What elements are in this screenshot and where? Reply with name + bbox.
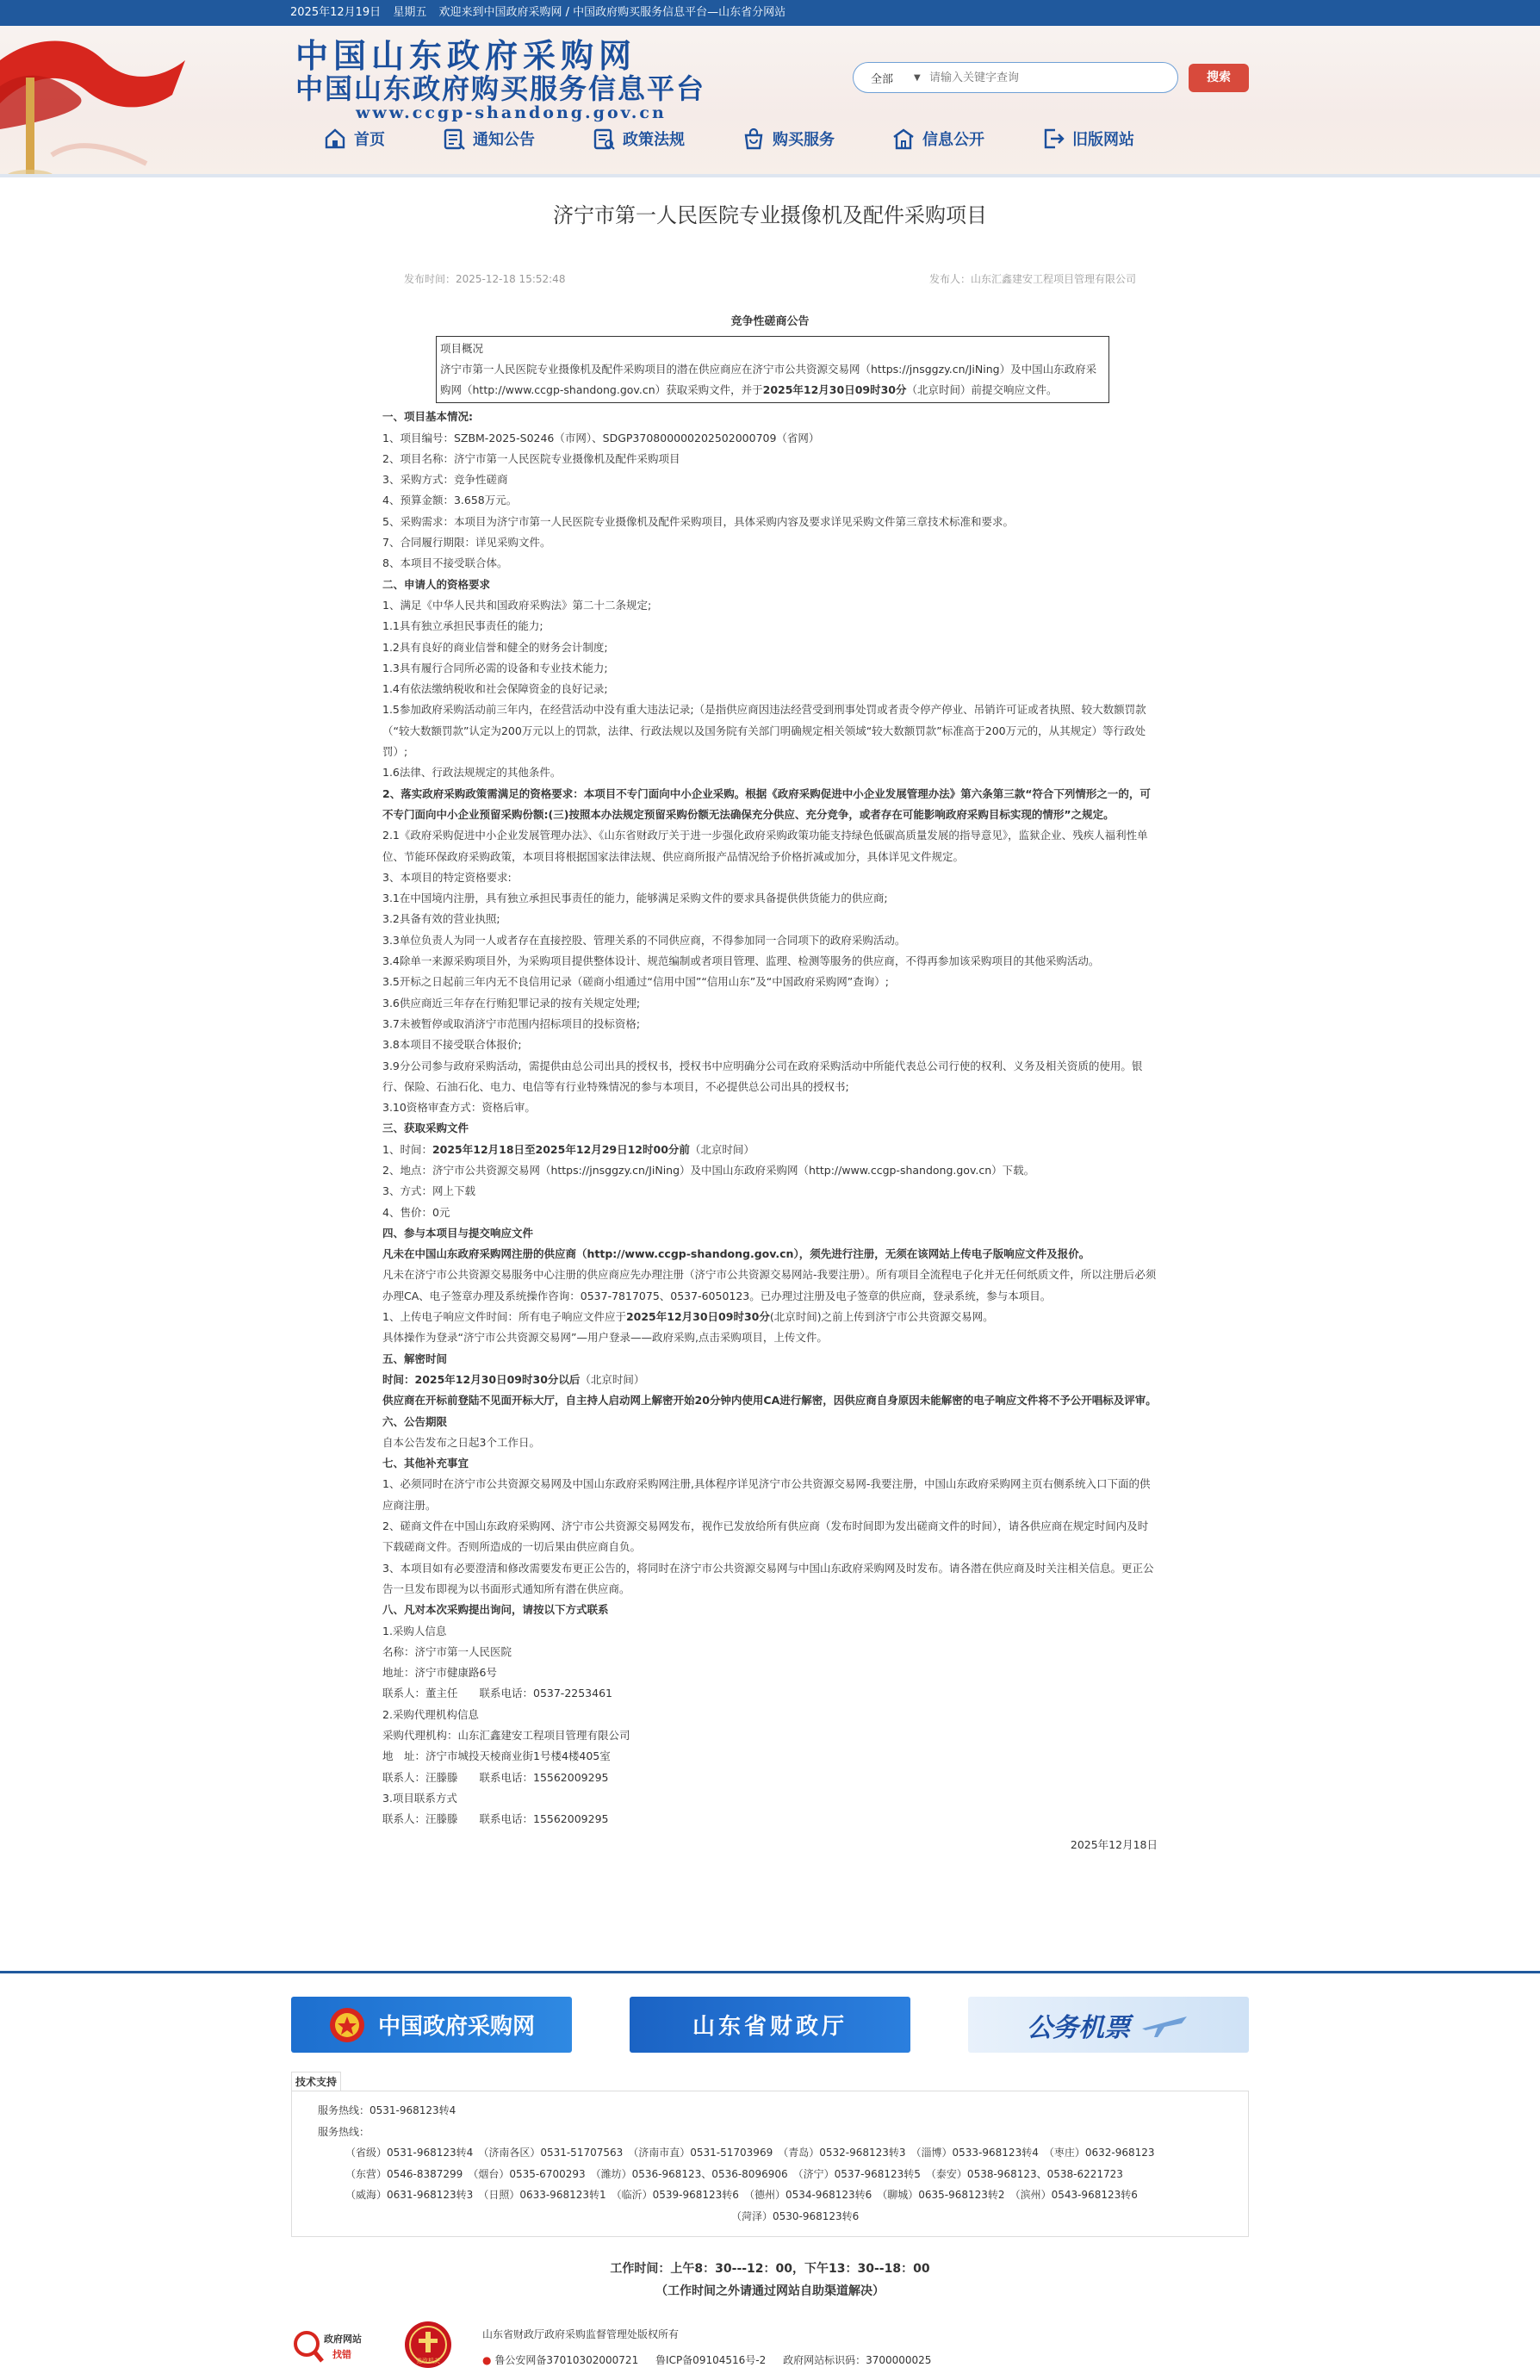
nav-policy[interactable] xyxy=(592,127,685,151)
house-icon xyxy=(891,127,916,151)
article-line-text: 时间： xyxy=(382,1372,415,1386)
article-line-text: 3、本项目如有必要澄清和修改需要发布更正公告的，将同时在济宁市公共资源交易网与中国山东政府采购网及时发布。请各潜在供应商及时关注相关信息。更正公告一旦发布即视为以书面形式通知所有潜在供应商。 xyxy=(382,1561,1154,1595)
article-line-bold: 2025年12月30日09时30分 xyxy=(625,1310,770,1324)
article-line xyxy=(382,1097,1158,1118)
article-line xyxy=(382,1327,1158,1348)
footer-records xyxy=(482,2347,931,2373)
svg-text:党政机关: 党政机关 xyxy=(416,2357,440,2364)
gov-error-badge[interactable] xyxy=(291,2325,377,2368)
article-line-text: 地址：济宁市健康路6号 xyxy=(382,1666,497,1680)
article-line xyxy=(382,1662,1158,1683)
article-line xyxy=(382,637,1158,658)
nav-notice-label: 通知公告 xyxy=(473,131,535,149)
article-line-text: 名称：济宁市第一人民医院 xyxy=(382,1644,512,1658)
nav-home-label: 首页 xyxy=(354,131,385,149)
article-line xyxy=(382,407,1158,427)
article-line-text: 1.5参加政府采购活动前三年内，在经营活动中没有重大违法记录;（是指供应商因违法经营受到刑事处罚或者责令停产停业、吊销许可证或者执照、较大数额罚款（“较大数额罚款”认定为200万元以上的罚款，法律、行政法规以及国务院有关部门明确规定相关领域“较大数额罚款”标准高于200万元的，从其规定）等行政处罚）; xyxy=(382,703,1146,759)
article-line xyxy=(382,1390,1158,1411)
article-line xyxy=(382,1202,1158,1223)
footer-info xyxy=(482,2321,931,2373)
red-flag-decoration xyxy=(0,26,284,174)
article-line-text: 1、必须同时在济宁市公共资源交易网及中国山东政府采购网注册,具体程序详见济宁市公共资源交易网-我要注册，中国山东政府采购网主页右侧系统入口下面的供应商注册。 xyxy=(382,1477,1151,1512)
article-line-text: 1、满足《中华人民共和国政府采购法》第二十二条规定; xyxy=(382,598,652,612)
article-content xyxy=(382,312,1158,1856)
article-line xyxy=(382,784,1158,826)
article-line-bold: 2025年12月30日09时30分以后 xyxy=(414,1372,581,1386)
article-line-text: 二、申请人的资格要求 xyxy=(382,577,491,591)
logo-line2: 中国山东政府购买服务信息平台 xyxy=(295,72,706,105)
gov-error-icon xyxy=(291,2325,377,2368)
article-line xyxy=(382,1705,1158,1725)
article-line xyxy=(382,762,1158,783)
top-welcome: 欢迎来到中国政府采购网 / 中国政府购买服务信息平台—山东省分网站 xyxy=(438,6,786,19)
party-gov-badge[interactable] xyxy=(403,2320,453,2370)
search-box xyxy=(853,62,1178,93)
article-line xyxy=(382,1160,1158,1181)
article-body xyxy=(382,407,1158,1830)
nav-info-label: 信息公开 xyxy=(922,131,984,149)
article-line xyxy=(382,469,1158,490)
article-line-text: 凡未在中国山东政府采购网注册的供应商（http://www.ccgp-shandong.gov.cn），须先进行注册，无须在该网站上传电子版响应文件及报价。 xyxy=(382,1247,1090,1261)
tech-support xyxy=(291,2072,1249,2237)
article-line xyxy=(382,1118,1158,1139)
publish-time: 发布时间：2025-12-18 15:52:48 xyxy=(404,273,566,285)
article-line xyxy=(382,512,1158,532)
article-line-text: 四、参与本项目与提交响应文件 xyxy=(382,1226,534,1240)
banner-finance[interactable] xyxy=(630,1997,910,2053)
article-line-tail: （北京时间） xyxy=(689,1142,754,1156)
article-line-text: 1、上传电子响应文件时间：所有电子响应文件应于 xyxy=(382,1310,626,1324)
article-line xyxy=(382,679,1158,699)
article-line xyxy=(382,1370,1158,1390)
work-time xyxy=(0,2258,1540,2302)
article-heading: 竞争性磋商公告 xyxy=(730,315,810,328)
article-line xyxy=(382,616,1158,637)
article-line-text: 3、方式：网上下载 xyxy=(382,1184,475,1198)
article-line-text: 7、合同履行期限：详见采购文件。 xyxy=(382,536,551,550)
article-line xyxy=(382,1014,1158,1035)
nav-old-site-label: 旧版网站 xyxy=(1072,131,1134,149)
article-line-text: 4、售价：0元 xyxy=(382,1205,450,1219)
page-title: 济宁市第一人民医院专业摄像机及配件采购项目 xyxy=(553,203,987,227)
article-line-text: 1.6法律、行政法规规定的其他条件。 xyxy=(382,766,562,780)
article-line-bold: 2025年12月18日至2025年12月29日12时00分前 xyxy=(432,1142,690,1156)
article-line xyxy=(382,1768,1158,1788)
article-line-text: 五、解密时间 xyxy=(382,1352,448,1365)
article-line xyxy=(382,1265,1158,1307)
article-line-tail: (北京时间)之前上传到济宁市公共资源交易网。 xyxy=(769,1310,994,1324)
article-line xyxy=(382,428,1158,449)
party-gov-icon xyxy=(403,2320,453,2370)
article-line-text: 1、时间： xyxy=(382,1142,432,1156)
hotline-box xyxy=(291,2091,1249,2237)
banner-air-ticket[interactable] xyxy=(968,1997,1249,2053)
svg-text:找错: 找错 xyxy=(332,2348,351,2360)
article-line xyxy=(382,867,1158,888)
article-line xyxy=(382,1621,1158,1642)
article-line-text: 3.3单位负责人为同一人或者存在直接控股、管理关系的不同供应商，不得参加同一合同项下的政府采购活动。 xyxy=(382,933,906,947)
icp-record[interactable]: 鲁ICP备09104516号-2 xyxy=(655,2353,767,2366)
article-line-text: 3.1在中国境内注册，具有独立承担民事责任的能力，能够满足采购文件的要求具备提供供货能力的供应商; xyxy=(382,892,888,905)
article-line-text: 1.3具有履行合同所必需的设备和专业技术能力; xyxy=(382,661,608,674)
article-line-text: 1.1具有独立承担民事责任的能力; xyxy=(382,619,543,633)
article-line-text: 2、项目名称：济宁市第一人民医院专业摄像机及配件采购项目 xyxy=(382,451,680,465)
exit-icon xyxy=(1041,127,1065,151)
article-line-text: 凡未在济宁市公共资源交易服务中心注册的供应商应先办理注册（济宁市公共资源交易网站-我要注册）。所有项目全流程电子化并无任何纸质文件，所以注册后必须办理CA、电子签章办理及系统操作咨询：0537-7817075、0537-6050123。已办理过注册及电子签章的供应商，登录系统，参与本项目。 xyxy=(382,1268,1157,1302)
article-line-text: 2.1《政府采购促进中小企业发展管理办法》、《山东省财政厅关于进一步强化政府采购政策功能支持绿色低碳高质量发展的指导意见》，监狱企业、残疾人福利性单位、节能环保政府采购政策，本项目将根据国家法律法规、供应商所报产品情况给予价格折减或加分，具体详见文件规定。 xyxy=(382,829,1148,863)
article-line-text: 联系人：汪滕滕 联系电话：15562009295 xyxy=(382,1812,609,1826)
article-line xyxy=(382,1788,1158,1809)
police-record[interactable]: 鲁公安网备37010302000721 xyxy=(494,2353,639,2366)
article-line xyxy=(382,888,1158,909)
article-line xyxy=(382,1453,1158,1474)
work-time-main: 工作时间：上午8：30---12：00，下午13：30--18：00 xyxy=(610,2261,930,2276)
article-line-text: 8、本项目不接受联合体。 xyxy=(382,556,508,570)
hotline-label: 服务热线： xyxy=(318,2125,370,2138)
article-line-text: 一、项目基本情况: xyxy=(382,410,473,424)
article-line xyxy=(382,1642,1158,1662)
bag-icon xyxy=(742,127,766,151)
article-line xyxy=(382,1809,1158,1830)
article-line xyxy=(382,930,1158,951)
article-line xyxy=(382,595,1158,616)
notice-icon xyxy=(442,127,466,151)
article-line xyxy=(382,1223,1158,1244)
header-divider xyxy=(0,174,1540,177)
nav-info[interactable] xyxy=(891,127,984,151)
footer-bottom xyxy=(291,2316,1249,2377)
article-line xyxy=(382,1056,1158,1098)
article-line xyxy=(382,1412,1158,1432)
article-line-text: 3.6供应商近三年存在行贿犯罪记录的按有关规定处理; xyxy=(382,996,641,1010)
site-logo[interactable] xyxy=(295,38,705,122)
article-line xyxy=(382,993,1158,1014)
article-line-text: 3.项目联系方式 xyxy=(382,1791,457,1805)
article-line-text: 2、落实政府采购政策需满足的资格要求： xyxy=(382,786,584,800)
policy-icon xyxy=(592,127,616,151)
logo-url: www.ccgp-shandong.gov.cn xyxy=(356,103,667,122)
banner-ccgp-label: 中国政府采购网 xyxy=(377,2014,535,2040)
article-line-text: 2、地点：济宁市公共资源交易网（https://jnsggzy.cn/JiNing）及中国山东政府采购网（http://www.ccgp-shandong.gov.cn）下载。 xyxy=(382,1163,1035,1177)
article-line-text: 三、获取采购文件 xyxy=(382,1122,469,1135)
hotline-row: （东营）0546-8387299 （烟台）0535-6700293 （潍坊）0536-968123、0536-8096906 （济宁）0537-968123转5 （泰安）0538-968123、0538-6221723 xyxy=(345,2167,1123,2180)
article-line xyxy=(382,1307,1158,1327)
search-scope-label: 全部 xyxy=(871,72,894,86)
hotline-row: （威海）0631-968123转3 （日照）0633-968123转1 （临沂）0539-968123转6 （德州）0534-968123转6 （聊城）0635-968123转2 （滨州）0543-968123转6 xyxy=(345,2189,1138,2202)
overview-deadline: 2025年12月30日09时30分 xyxy=(762,383,907,397)
article-line xyxy=(382,1244,1158,1265)
nav-home[interactable] xyxy=(323,127,385,151)
article-line-text: 3.2具备有效的营业执照; xyxy=(382,912,500,926)
article-line-text: 联系人：董主任 联系电话：0537-2253461 xyxy=(382,1687,612,1700)
footer-banners xyxy=(291,1997,1249,2053)
nav-old-site[interactable] xyxy=(1041,127,1134,151)
article-line-text: 1.采购人信息 xyxy=(382,1624,447,1637)
hotline-row: （省级）0531-968123转4 （济南各区）0531-51707563 （济南市直）0531-51703969 （青岛）0532-968123转3 （淄博）0533-968123转4 （枣庄）0632-968123 xyxy=(345,2147,1155,2159)
site-id: 政府网站标识码：3700000025 xyxy=(783,2353,932,2366)
article-line-text: 4、预算金额：3.658万元。 xyxy=(382,494,518,507)
article-line xyxy=(382,553,1158,574)
article-line-text: 3、本项目的特定资格要求: xyxy=(382,870,512,884)
chevron-down-icon: ▼ xyxy=(914,72,921,83)
article-line-text: 2、磋商文件在中国山东政府采购网、济宁市公共资源交易网发布，视作已发放给所有供应商（发布时间即为发出磋商文件的时间），请各供应商在规定时间内及时下载磋商文件。否则所造成的一切后果由供应商自负。 xyxy=(382,1519,1149,1554)
site-header xyxy=(0,26,1540,174)
work-time-note: （工作时间之外请通过网站自助渠道解决） xyxy=(655,2284,885,2298)
overview-text-main: 济宁市第一人民医院专业摄像机及配件采购项目的潜在供应商应在济宁市公共资源交易网（https://jnsggzy.cn/JiNing）及中国山东政府采购网（http://www.ccgp-shandong.gov.cn）获取采购文件，并于 xyxy=(440,363,1097,397)
publisher: 发布人：山东汇鑫建安工程项目管理有限公司 xyxy=(928,273,1136,285)
search-button[interactable]: 搜索 xyxy=(1189,64,1249,92)
article-line xyxy=(382,909,1158,929)
article-line xyxy=(382,1683,1158,1704)
article-line-text: 2.采购代理机构信息 xyxy=(382,1707,479,1721)
search-scope-select[interactable] xyxy=(854,70,929,86)
article-line-text: 采购代理机构：山东汇鑫建安工程项目管理有限公司 xyxy=(382,1729,630,1742)
article-line xyxy=(382,825,1158,867)
hotline-row: （菏泽）0530-968123转6 xyxy=(731,2209,860,2222)
article-line xyxy=(382,1474,1158,1516)
article-line-text: 八、凡对本次采购提出询问，请按以下方式联系 xyxy=(382,1603,609,1617)
footer-line xyxy=(0,1971,1540,1973)
nav-service[interactable] xyxy=(742,127,835,151)
home-icon xyxy=(323,127,347,151)
article-line xyxy=(382,1140,1158,1160)
article-line xyxy=(382,1432,1158,1453)
top-bar xyxy=(0,0,1540,26)
overview-tail: （北京时间）前提交响应文件。 xyxy=(906,383,1058,397)
article-line xyxy=(382,1516,1158,1558)
hotline-main: 服务热线：0531-968123转4 xyxy=(318,2104,456,2116)
article-line-text: 1.2具有良好的商业信誉和健全的财务会计制度; xyxy=(382,640,608,654)
article-line-text: 供应商在开标前登陆不见面开标大厅，自主持人启动网上解密开始20分钟内使用CA进行解密，因供应商自身原因未能解密的电子响应文件将不予公开唱标及评审。 xyxy=(382,1394,1157,1407)
article-line xyxy=(382,1181,1158,1202)
article-line xyxy=(382,449,1158,469)
svg-text:政府网站: 政府网站 xyxy=(324,2333,362,2345)
article-line xyxy=(382,658,1158,679)
overview-text xyxy=(440,359,1105,401)
article-line-text: 3.7未被暂停或取消济宁市范围内招标项目的投标资格; xyxy=(382,1016,641,1030)
article-line xyxy=(382,1035,1158,1055)
article-line-text: 联系人：汪滕滕 联系电话：15562009295 xyxy=(382,1770,609,1784)
nav-policy-label: 政策法规 xyxy=(623,131,685,149)
article-line-text: 七、其他补充事宜 xyxy=(382,1457,469,1470)
article-line-text: 地 址：济宁市城投天棱商业街1号楼4楼405室 xyxy=(382,1749,611,1763)
article-line xyxy=(382,1725,1158,1746)
article-line-tail: （北京时间） xyxy=(580,1372,645,1386)
article-line-text: 5、采购需求：本项目为济宁市第一人民医院专业摄像机及配件采购项目，具体采购内容及要求详见采购文件第三章技术标准和要求。 xyxy=(382,514,1014,528)
article-line-text: 自本公告发布之日起3个工作日。 xyxy=(382,1435,540,1449)
article-line xyxy=(382,1746,1158,1767)
top-weekday: 星期五 xyxy=(393,6,427,19)
site-footer xyxy=(0,1971,1540,2380)
nav-notice[interactable] xyxy=(442,127,535,151)
article-meta xyxy=(404,271,1136,286)
article-line-text: 1.4有依法缴纳税收和社会保障资金的良好记录; xyxy=(382,682,608,696)
article-line-bold: 本项目不专门面向中小企业采购。根据《政府采购促进中小企业发展管理办法》第六条第三款“符合下列情形之一的，可不专门面向中小企业预留采购份额:(三)按照本办法规定预留采购份额无法确保充分供应、充分竞争，或者存在可能影响政府采购目标实现的情形”之规定。 xyxy=(382,786,1151,821)
article-signature: 2025年12月18日 xyxy=(1070,1838,1158,1852)
article-line-text: 3.8本项目不接受联合体报价; xyxy=(382,1038,522,1052)
article-line-text: 3.9分公司参与政府采购活动，需提供由总公司出具的授权书，授权书中应明确分公司在政府采购活动中所能代表总公司行使的权利、义务及相关资质的使用。银行、保险、石油石化、电力、电信等有行业特殊情况的参与本项目，不必提供总公司出具的授权书; xyxy=(382,1059,1143,1093)
article-line-text: 3.4除单一来源采购项目外，为采购项目提供整体设计、规范编制或者项目管理、监理、检测等服务的供应商，不得再参加该采购项目的其他采购活动。 xyxy=(382,954,1100,968)
article-line xyxy=(382,972,1158,992)
airplane-icon xyxy=(1139,2010,1190,2041)
overview-box xyxy=(436,336,1109,403)
top-date: 2025年12月19日 xyxy=(290,6,382,19)
article-line-text: 1、项目编号：SZBM-2025-S0246（市网）、SDGP370800000202502000709（省网） xyxy=(382,431,820,444)
tech-support-label: 技术支持 xyxy=(291,2072,341,2091)
main-nav xyxy=(323,127,1191,151)
nav-service-label: 购买服务 xyxy=(773,131,835,149)
national-emblem-icon xyxy=(328,2006,366,2044)
logo-line1: 中国山东政府采购网 xyxy=(295,36,637,75)
banner-finance-label: 山东省财政厅 xyxy=(692,2014,848,2040)
banner-ccgp[interactable] xyxy=(291,1997,572,2053)
article-line xyxy=(382,1600,1158,1620)
article-line-text: 六、公告期限 xyxy=(382,1414,448,1428)
article-line-text: 具体操作为登录“济宁市公共资源交易网”—用户登录——政府采购,点击采购项目，上传文件。 xyxy=(382,1331,828,1345)
copyright-owner: 山东省财政厅政府采购监督管理处版权所有 xyxy=(482,2327,680,2340)
police-badge-icon: ● xyxy=(482,2353,492,2366)
search-input[interactable] xyxy=(929,71,1153,84)
overview-title: 项目概况 xyxy=(440,342,484,356)
article-line xyxy=(382,490,1158,511)
banner-air-ticket-label: 公务机票 xyxy=(1027,2012,1130,2043)
article-line xyxy=(382,1349,1158,1370)
article-line xyxy=(382,1558,1158,1600)
article-line-text: 3.5开标之日起前三年内无不良信用记录（磋商小组通过“信用中国”“信用山东”及“中国政府采购网”查询）; xyxy=(382,975,889,989)
article-line xyxy=(382,575,1158,595)
article-line xyxy=(382,951,1158,972)
article-line xyxy=(382,532,1158,553)
article-line-text: 3.10资格审查方式：资格后审。 xyxy=(382,1101,536,1115)
article-line xyxy=(382,699,1158,762)
article-line-text: 3、采购方式：竞争性磋商 xyxy=(382,473,508,487)
